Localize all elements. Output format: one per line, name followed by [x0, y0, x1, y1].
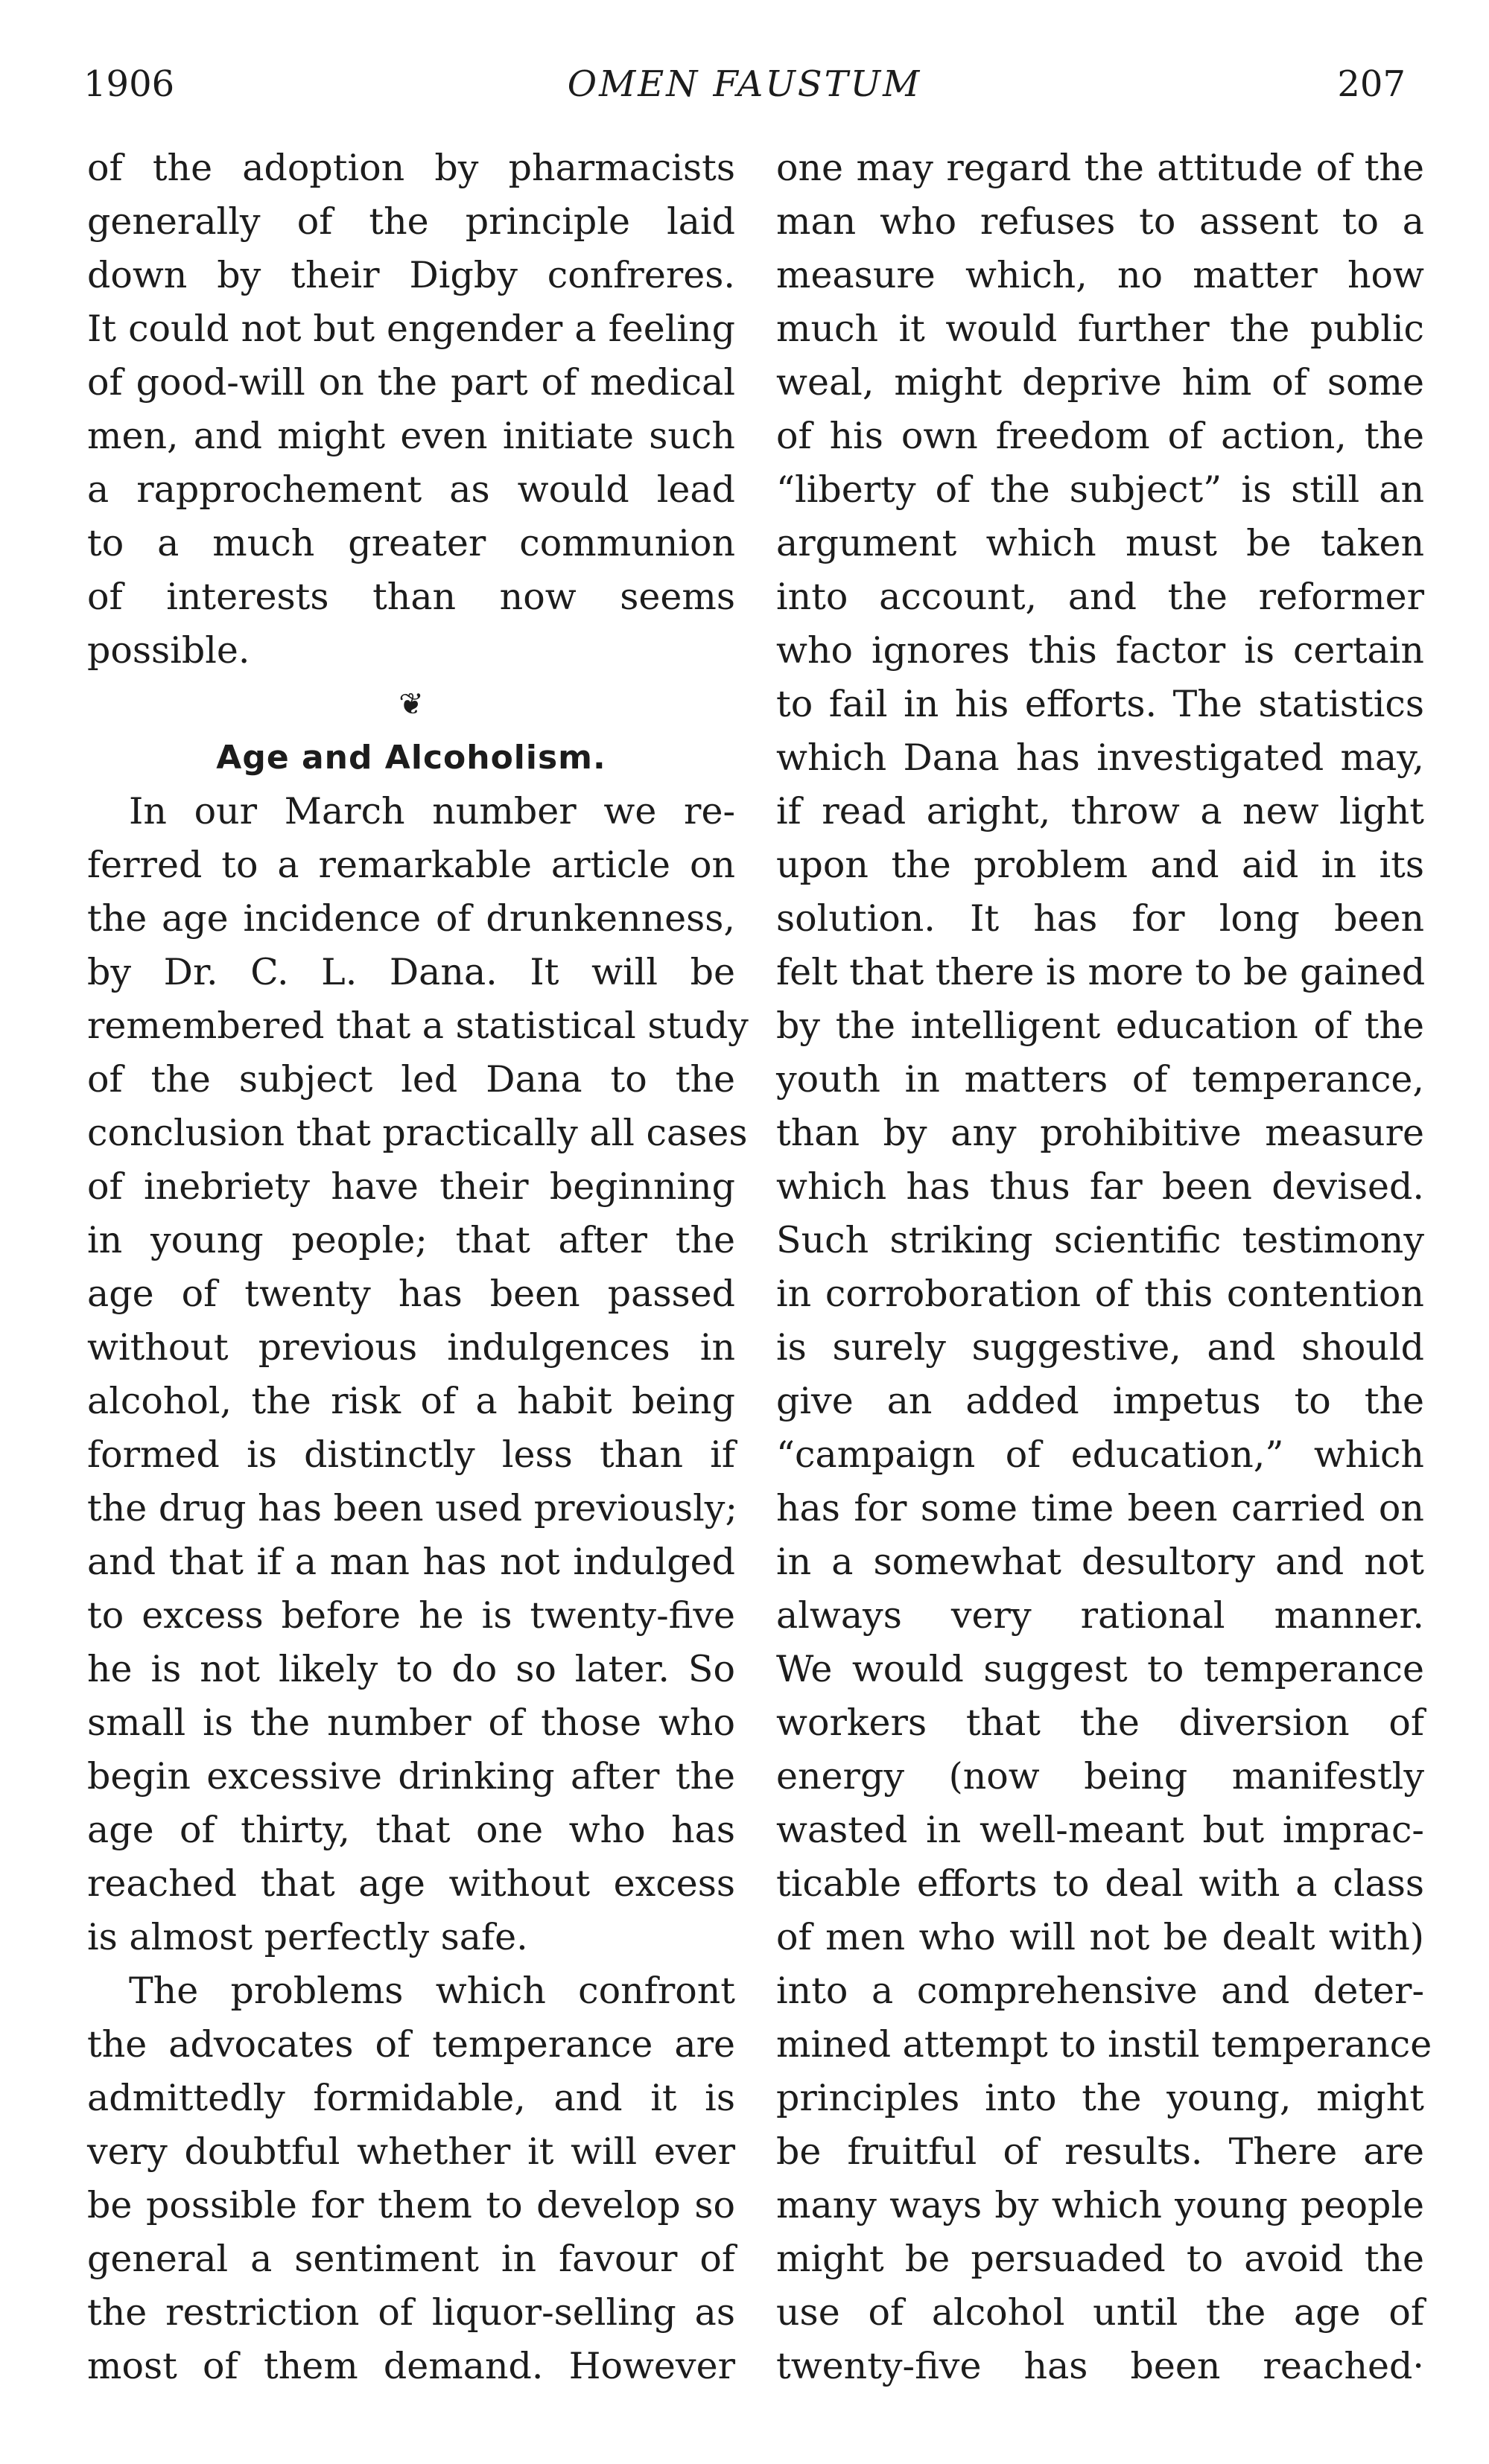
text-line: give an added impetus to the — [776, 1380, 1424, 1422]
text-line: mined attempt to instil temperance — [776, 2023, 1432, 2066]
text-line: The problems which confront — [129, 1970, 735, 2012]
text-line: to fail in his efforts. The statistics — [776, 683, 1424, 725]
paragraph-continuation — [776, 141, 1432, 2393]
right-column — [776, 141, 1432, 2393]
text-line: by the intelligent education of the — [776, 1005, 1424, 1047]
paragraph-pharmacists — [87, 141, 735, 678]
text-line: many ways by which young people — [776, 2184, 1424, 2226]
text-line: has for some time been carried on — [776, 1487, 1424, 1529]
text-line: general a sentiment in favour of — [87, 2238, 735, 2280]
text-line: of the adoption by pharmacists — [87, 147, 735, 189]
text-line: of his own freedom of action, the — [776, 415, 1424, 457]
text-line: down by their Digby confreres. — [87, 254, 735, 296]
text-line: to a much greater communion — [87, 522, 735, 564]
text-line: conclusion that practically all cases — [87, 1112, 748, 1154]
header-year: 1906 — [83, 63, 175, 105]
text-line: of interests than now seems — [87, 576, 735, 618]
text-line: of good-will on the part of medical — [87, 361, 735, 404]
text-line: into a comprehensive and deter- — [776, 1970, 1424, 2012]
text-line: ticable efforts to deal with a class — [776, 1862, 1424, 1905]
text-line: which Dana has investigated may, — [776, 736, 1424, 779]
text-line: formed is distinctly less than if — [87, 1433, 735, 1476]
text-line: one may regard the attitude of the — [776, 147, 1424, 189]
text-line: weal, might deprive him of some — [776, 361, 1424, 404]
text-line: into account, and the reformer — [776, 576, 1424, 618]
text-line: much it would further the public — [776, 308, 1424, 350]
page-header — [83, 58, 1406, 110]
text-line: use of alcohol until the age of — [776, 2291, 1424, 2334]
text-line: “campaign of education,” which — [776, 1433, 1424, 1476]
text-line: in a somewhat desultory and not — [776, 1541, 1424, 1583]
text-line: to excess before he is twenty-five — [87, 1594, 735, 1637]
text-line: the restriction of liquor-selling as — [87, 2291, 735, 2334]
text-line: and that if a man has not indulged — [87, 1541, 735, 1583]
text-line: of the subject led Dana to the — [87, 1058, 735, 1101]
text-line: he is not likely to do so later. So — [87, 1648, 735, 1690]
text-line: small is the number of those who — [87, 1701, 735, 1744]
text-line: age of thirty, that one who has — [87, 1809, 735, 1851]
text-line: always very rational manner. — [776, 1594, 1424, 1637]
text-line: the advocates of temperance are — [87, 2023, 735, 2066]
section-ornament-icon: ❦ — [399, 687, 424, 722]
text-line: We would suggest to temperance — [776, 1648, 1424, 1690]
text-line: by Dr. C. L. Dana. It will be — [87, 951, 735, 993]
text-line: argument which must be taken — [776, 522, 1424, 564]
text-line: which has thus far been devised. — [776, 1165, 1424, 1208]
text-line: if read aright, throw a new light — [776, 790, 1424, 833]
text-line: Such striking scientific testimony — [776, 1219, 1424, 1261]
text-line: begin excessive drinking after the — [87, 1755, 735, 1798]
text-line: very doubtful whether it will ever — [87, 2130, 735, 2173]
text-line: man who refuses to assent to a — [776, 200, 1424, 243]
text-line: be possible for them to develop so — [87, 2184, 735, 2226]
text-line: most of them demand. However — [87, 2345, 735, 2387]
text-line: wasted in well-meant but imprac- — [776, 1809, 1424, 1851]
text-line: be fruitful of results. There are — [776, 2130, 1424, 2173]
text-line: ferred to a remarkable article on — [87, 844, 735, 886]
text-line: solution. It has for long been — [776, 897, 1424, 940]
text-line: possible. — [87, 629, 250, 672]
text-line: It could not but engender a feeling — [87, 308, 735, 350]
text-line: the age incidence of drunkenness, — [87, 897, 735, 940]
text-line: without previous indulgences in — [87, 1326, 735, 1369]
text-line: youth in matters of temperance, — [776, 1058, 1424, 1101]
text-line: remembered that a statistical study — [87, 1005, 749, 1047]
text-line: generally of the principle laid — [87, 200, 735, 243]
text-line: workers that the diversion of — [776, 1701, 1424, 1744]
text-line: twenty-five has been reached· — [776, 2345, 1424, 2387]
text-line: reached that age without excess — [87, 1862, 735, 1905]
paragraph-dana-study — [87, 785, 749, 1964]
running-title: OMEN FAUSTUM — [567, 63, 922, 105]
text-line: upon the problem and aid in its — [776, 844, 1424, 886]
text-line: “liberty of the subject” is still an — [776, 468, 1424, 511]
paragraph-problems-temperance — [87, 1964, 735, 2393]
text-line: a rapprochement as would lead — [87, 468, 735, 511]
text-line: age of twenty has been passed — [87, 1273, 735, 1315]
text-line: the drug has been used previously; — [87, 1487, 737, 1529]
text-line: in corroboration of this contention — [776, 1273, 1424, 1315]
page-number: 207 — [1337, 63, 1406, 105]
section-heading-age-and-alcoholism: Age and Alcoholism. — [216, 739, 606, 777]
left-column — [87, 141, 749, 2393]
text-line: in young people; that after the — [87, 1219, 735, 1261]
text-line: In our March number we re- — [129, 790, 735, 833]
text-line: might be persuaded to avoid the — [776, 2238, 1424, 2280]
text-line: is surely suggestive, and should — [776, 1326, 1424, 1369]
text-line: measure which, no matter how — [776, 254, 1424, 296]
text-line: who ignores this factor is certain — [776, 629, 1424, 672]
text-line: admittedly formidable, and it is — [87, 2077, 735, 2119]
text-line: men, and might even initiate such — [87, 415, 735, 457]
text-line: principles into the young, might — [776, 2077, 1424, 2119]
text-line: is almost perfectly safe. — [87, 1916, 528, 1958]
text-line: of men who will not be dealt with) — [776, 1916, 1424, 1958]
text-line: energy (now being manifestly — [776, 1755, 1424, 1798]
text-line: of inebriety have their beginning — [87, 1165, 735, 1208]
text-line: than by any prohibitive measure — [776, 1112, 1424, 1154]
text-line: felt that there is more to be gained — [776, 951, 1426, 993]
text-line: alcohol, the risk of a habit being — [87, 1380, 735, 1422]
